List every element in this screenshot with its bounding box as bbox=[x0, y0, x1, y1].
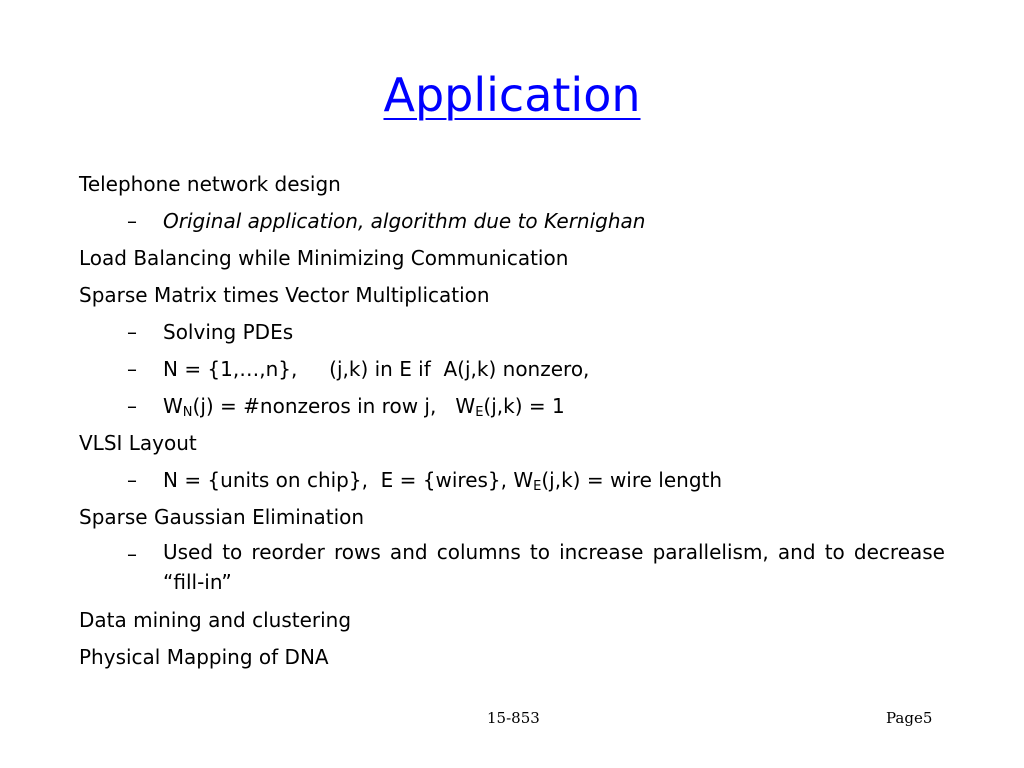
dash: – bbox=[127, 209, 137, 233]
chip-end-text: (j,k) = wire length bbox=[541, 468, 723, 492]
w-symbol: W bbox=[163, 394, 183, 418]
bullet-load-balancing: Load Balancing while Minimizing Communication bbox=[79, 246, 569, 270]
sub-bullet-text: Solving PDEs bbox=[163, 320, 294, 344]
dash: – bbox=[127, 542, 137, 566]
sub-bullet-text: Original application, algorithm due to Kernighan bbox=[163, 209, 646, 233]
sub-bullet-kernighan bbox=[79, 204, 945, 241]
bullet-data-mining: Data mining and clustering bbox=[79, 608, 352, 632]
sub-bullet-n-set bbox=[79, 352, 945, 389]
bullet-sparse-matrix: Sparse Matrix times Vector Multiplication bbox=[79, 283, 490, 307]
sub-bullet-text: Used to reorder rows and columns to increase parallelism, and to decrease “fill-in” bbox=[163, 540, 945, 594]
slide-title: Application bbox=[383, 68, 641, 122]
dash: – bbox=[127, 468, 137, 492]
sub-bullet-chip bbox=[79, 463, 945, 500]
w-subscript-e: E bbox=[475, 405, 484, 420]
sub-bullet-reorder bbox=[79, 537, 945, 603]
dash: – bbox=[127, 394, 137, 418]
sub-bullet-pdes bbox=[79, 315, 945, 352]
bullet-dna: Physical Mapping of DNA bbox=[79, 645, 329, 669]
w-subscript-n: N bbox=[182, 405, 193, 420]
w-middle-text: (j) = #nonzeros in row j, W bbox=[192, 394, 476, 418]
dash: – bbox=[127, 357, 137, 381]
sub-bullet-text: N = {1,…,n}, (j,k) in E if A(j,k) nonzero, bbox=[163, 357, 590, 381]
bullet-telephone: Telephone network design bbox=[79, 172, 341, 196]
chip-subscript-e: E bbox=[533, 479, 542, 494]
dash: – bbox=[127, 320, 137, 344]
chip-pre-text: N = {units on chip}, E = {wires}, W bbox=[163, 468, 534, 492]
footer-course-code: 15-853 bbox=[487, 709, 540, 727]
bullet-list bbox=[79, 167, 945, 677]
w-end-text: (j,k) = 1 bbox=[483, 394, 565, 418]
sub-bullet-text bbox=[163, 468, 722, 492]
sub-bullet-text bbox=[163, 394, 565, 418]
bullet-vlsi: VLSI Layout bbox=[79, 431, 197, 455]
footer-page-number: Page5 bbox=[886, 709, 933, 727]
bullet-gaussian: Sparse Gaussian Elimination bbox=[79, 505, 365, 529]
sub-bullet-weights bbox=[79, 389, 945, 426]
